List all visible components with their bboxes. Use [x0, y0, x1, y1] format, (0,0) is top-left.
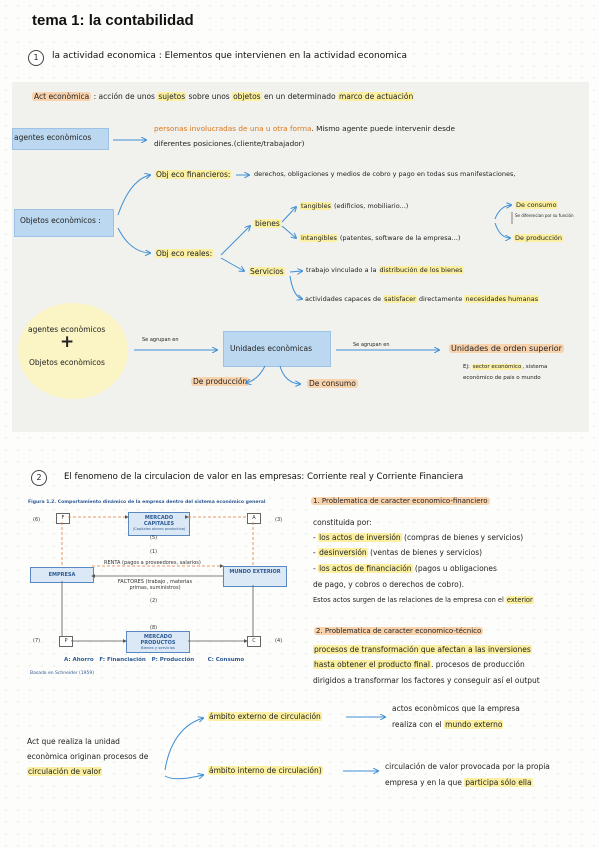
- fig-factores: FACTORES (trabajo , materias primas, suministros): [117, 579, 193, 591]
- hl-de-produccion: De producción: [515, 234, 562, 242]
- hl-circulacion-valor: circulación de valor: [28, 767, 102, 776]
- arrow-ambito-interno: [165, 775, 203, 779]
- unidades-produccion: [191, 377, 249, 387]
- hl-bienes: bienes: [255, 219, 280, 228]
- prob2-line-1: [313, 645, 532, 655]
- tangibles-line: [300, 202, 408, 211]
- section-number-2: 2: [31, 470, 47, 486]
- fig-n6: (6): [33, 517, 41, 523]
- prob1-item-1: - los actos de inversión (compras de bienes y servicios): [313, 533, 524, 542]
- fig-n1: (1): [150, 549, 158, 555]
- fig-n3: (3): [275, 517, 283, 523]
- tangibles-desc: (edificios, mobiliario...): [331, 202, 409, 210]
- fig-source: Basado en Schneider (1959): [30, 671, 94, 676]
- interno-desc-2: [385, 778, 533, 788]
- hl-inversion: los actos de inversión: [319, 533, 401, 542]
- hl-satisfacer: satisfacer: [384, 295, 416, 303]
- externo-desc-2-text: realiza con el: [392, 720, 445, 729]
- prob2-title: [314, 627, 483, 636]
- ex-label: Ej:: [463, 364, 472, 370]
- hl-superior: Unidades de orden superior: [451, 344, 562, 353]
- hl-de-consumo: De consumo: [516, 201, 557, 209]
- hl-producto-final: hasta obtener el producto final: [314, 660, 430, 669]
- hl-ambito-interno: ámbito interno de circulación): [209, 766, 322, 775]
- prob2-line-2: [313, 660, 525, 670]
- ex-rest: , sistema: [522, 364, 548, 370]
- fig-n5: (5): [150, 535, 158, 541]
- prob1-item-2-rest: (ventas de bienes y servicios): [367, 548, 483, 557]
- externo-desc-1: actos econòmicos que la empresa: [392, 704, 520, 713]
- superior-example-2: econòmico de pais o mundo: [463, 375, 541, 381]
- obj-reales: [155, 249, 213, 259]
- fig-P-label: P: [64, 638, 68, 644]
- hl-tangibles: tangibles: [301, 202, 331, 210]
- fig-A-label: A: [252, 515, 256, 521]
- objetos-label: Objetos econòmicos :: [20, 216, 101, 225]
- interno-desc-2-text: empresa y en la que: [385, 778, 465, 787]
- hl-mundo-externo: mundo externo: [445, 720, 503, 729]
- hl-unidades-produccion: De producción: [193, 377, 248, 386]
- fig-n4: (4): [275, 638, 283, 644]
- servicios-desc-2: [305, 295, 539, 304]
- prob1-item-2: - desinversión (ventas de bienes y servicios): [313, 548, 483, 557]
- arrow-ambito-externo: [165, 718, 203, 770]
- hl-obj-financieros: Obj eco financieros:: [156, 170, 231, 179]
- intangibles-line: [300, 234, 460, 243]
- fig-n8: (8): [150, 625, 158, 631]
- ambito-interno: [208, 766, 323, 776]
- fig-mercado-productos-sub: Bienes y servicios: [141, 645, 175, 650]
- combo-line-1: agentes econòmicos: [28, 325, 106, 334]
- prob1-closing: [313, 596, 534, 605]
- fig-empresa-label: EMPRESA: [48, 572, 76, 578]
- externo-desc-2: [392, 720, 503, 730]
- hl-obj-reales: Obj eco reales:: [156, 249, 213, 258]
- fig-empresa: [30, 567, 94, 583]
- function-note: Se diferencian por su función: [515, 213, 574, 218]
- act-line-3: [27, 767, 102, 777]
- ambito-externo: [208, 712, 322, 722]
- section-2-heading: El fenomeno de la circulacion de valor en las empresas: Corriente real y Corriente Financiera: [64, 472, 464, 482]
- hl-financiacion: los actos de financiación: [319, 564, 412, 573]
- term-act-economica: Act econòmica: [34, 92, 90, 101]
- superior-label: [449, 344, 564, 355]
- hl-prob1-title: 1. Problematica de caracter economico-financiero: [313, 497, 488, 505]
- fig-mercado-productos: [126, 631, 190, 653]
- hl-unidades-consumo: De consumo: [309, 379, 356, 388]
- intangibles-desc: (patentes, software de la empresa...): [337, 234, 461, 242]
- definition-text-b: sobre unos: [186, 92, 233, 101]
- prob1-item-3: - los actos de financiación (pagos u obligaciones: [313, 564, 497, 573]
- fig-mercado-capitales-sub: (Capitales ahorro productivo): [132, 527, 186, 531]
- fig-legend: A: Ahorro F: Financiación P: Producción C: Consumo: [64, 657, 245, 663]
- hl-personas: personas involucradas de una u otra forma: [154, 124, 312, 133]
- obj-financieros-desc: derechos, obligaciones y medios de cobro y pago en todas sus manifestaciones,: [254, 170, 516, 178]
- fig-mundo-exterior: [223, 566, 287, 587]
- de-produccion-label: [514, 234, 563, 243]
- unidades-consumo: [307, 379, 358, 389]
- hl-objetos: objetos: [233, 92, 261, 101]
- agentes-desc-2: diferentes posiciones.(cliente/trabajador): [154, 139, 305, 148]
- fig-renta: RENTA (pagos a proveedores, salarios): [104, 560, 201, 566]
- hl-intangibles: intangibles: [301, 234, 337, 242]
- hl-sujetos: sujetos: [158, 92, 186, 101]
- definition-text: acción de unos: [98, 92, 158, 101]
- agentes-desc-rest: . Mismo agente puede intervenir desde: [311, 124, 455, 133]
- fig-F: [56, 513, 70, 524]
- definition-colon: :: [91, 92, 99, 101]
- hl-necesidades: necesidades humanas: [465, 295, 539, 303]
- fig-C-label: C: [252, 638, 256, 644]
- unidades-label: Unidades econòmicas: [230, 344, 313, 353]
- hl-sector: sector econòmico: [472, 364, 522, 370]
- section-1-heading: la actividad economica : Elementos que intervienen en la actividad economica: [52, 51, 407, 61]
- fig-P: [59, 636, 73, 647]
- section-number-1: 1: [28, 50, 44, 66]
- prob2-line-3: dirigidos a transformar los factores y conseguir así el output: [313, 676, 540, 685]
- de-consumo-label: [515, 201, 558, 210]
- prob1-item-1-rest: (compras de bienes y servicios): [401, 533, 524, 542]
- agentes-label: agentes econòmicos: [14, 133, 92, 142]
- page-title: tema 1: la contabilidad: [32, 12, 194, 29]
- fig-mercado-productos-label: MERCADO PRODUCTOS: [140, 634, 176, 646]
- combo-line-2: Objetos econòmicos: [29, 358, 105, 367]
- figure-caption: Figura 1.2. Comportamiento dinámico de la empresa dentro del sistema económico general: [28, 500, 266, 505]
- prob2-line-2-rest: . procesos de producción: [430, 660, 525, 669]
- prob1-item-3-rest: (pagos u obligaciones: [412, 564, 497, 573]
- fig-mundo-exterior-label: MUNDO EXTERIOR: [229, 569, 281, 575]
- serv2-text: actividades capaces de: [305, 295, 384, 303]
- hl-ambito-externo: ámbito externo de circulación: [209, 712, 321, 721]
- agentes-desc-1: [154, 124, 455, 134]
- fig-mercado-capitales-label: MERCADO CAPITALES: [143, 515, 175, 527]
- combo-plus: +: [60, 332, 75, 352]
- fig-n7: (7): [33, 638, 41, 644]
- prob1-intro: constituida por:: [313, 518, 372, 527]
- servicios-desc-1: [306, 266, 464, 275]
- hl-marco: marco de actuación: [338, 92, 414, 101]
- hl-participa: participa sólo ella: [465, 778, 532, 787]
- hl-distribucion: distribución de los bienes: [379, 266, 463, 274]
- act-line-2: econòmica originan procesos de: [27, 752, 149, 761]
- serv1-text: trabajo vinculado a la: [306, 266, 379, 274]
- prob1-item-3-cont: de pago, y cobros o derechos de cobro).: [313, 580, 465, 589]
- fig-F-label: F: [61, 515, 65, 521]
- prob1-closing-text: Estos actos surgen de las relaciones de la empresa con el: [313, 596, 506, 604]
- hl-exterior: exterior: [506, 596, 533, 604]
- fig-C: [247, 636, 261, 647]
- servicios-label: [249, 267, 285, 277]
- bienes-label: [254, 219, 281, 229]
- fig-A: [247, 513, 261, 524]
- definition-text-c: en un determinado: [261, 92, 338, 101]
- prob1-title: [311, 497, 490, 506]
- superior-example-1: [463, 364, 547, 370]
- fig-mercado-capitales: [128, 512, 190, 536]
- definition-line: [32, 92, 414, 102]
- hl-prob2-line-1: procesos de transformación que afectan a las inversiones: [314, 645, 531, 654]
- hl-servicios: Servicios: [250, 267, 284, 276]
- interno-desc-1: circulación de valor provocada por la propia: [385, 762, 550, 771]
- act-line-1: Act que realiza la unidad: [27, 737, 120, 746]
- agrupan-2: Se agrupan en: [353, 342, 390, 348]
- fig-n2: (2): [150, 598, 158, 604]
- agrupan-1: Se agrupan en: [142, 337, 179, 343]
- obj-financieros: [155, 170, 231, 180]
- serv2-text-b: directamente: [416, 295, 465, 303]
- hl-prob2-title: 2. Problematica de caracter economico-técnico: [316, 627, 482, 635]
- hl-desinversion: desinversión: [319, 548, 367, 557]
